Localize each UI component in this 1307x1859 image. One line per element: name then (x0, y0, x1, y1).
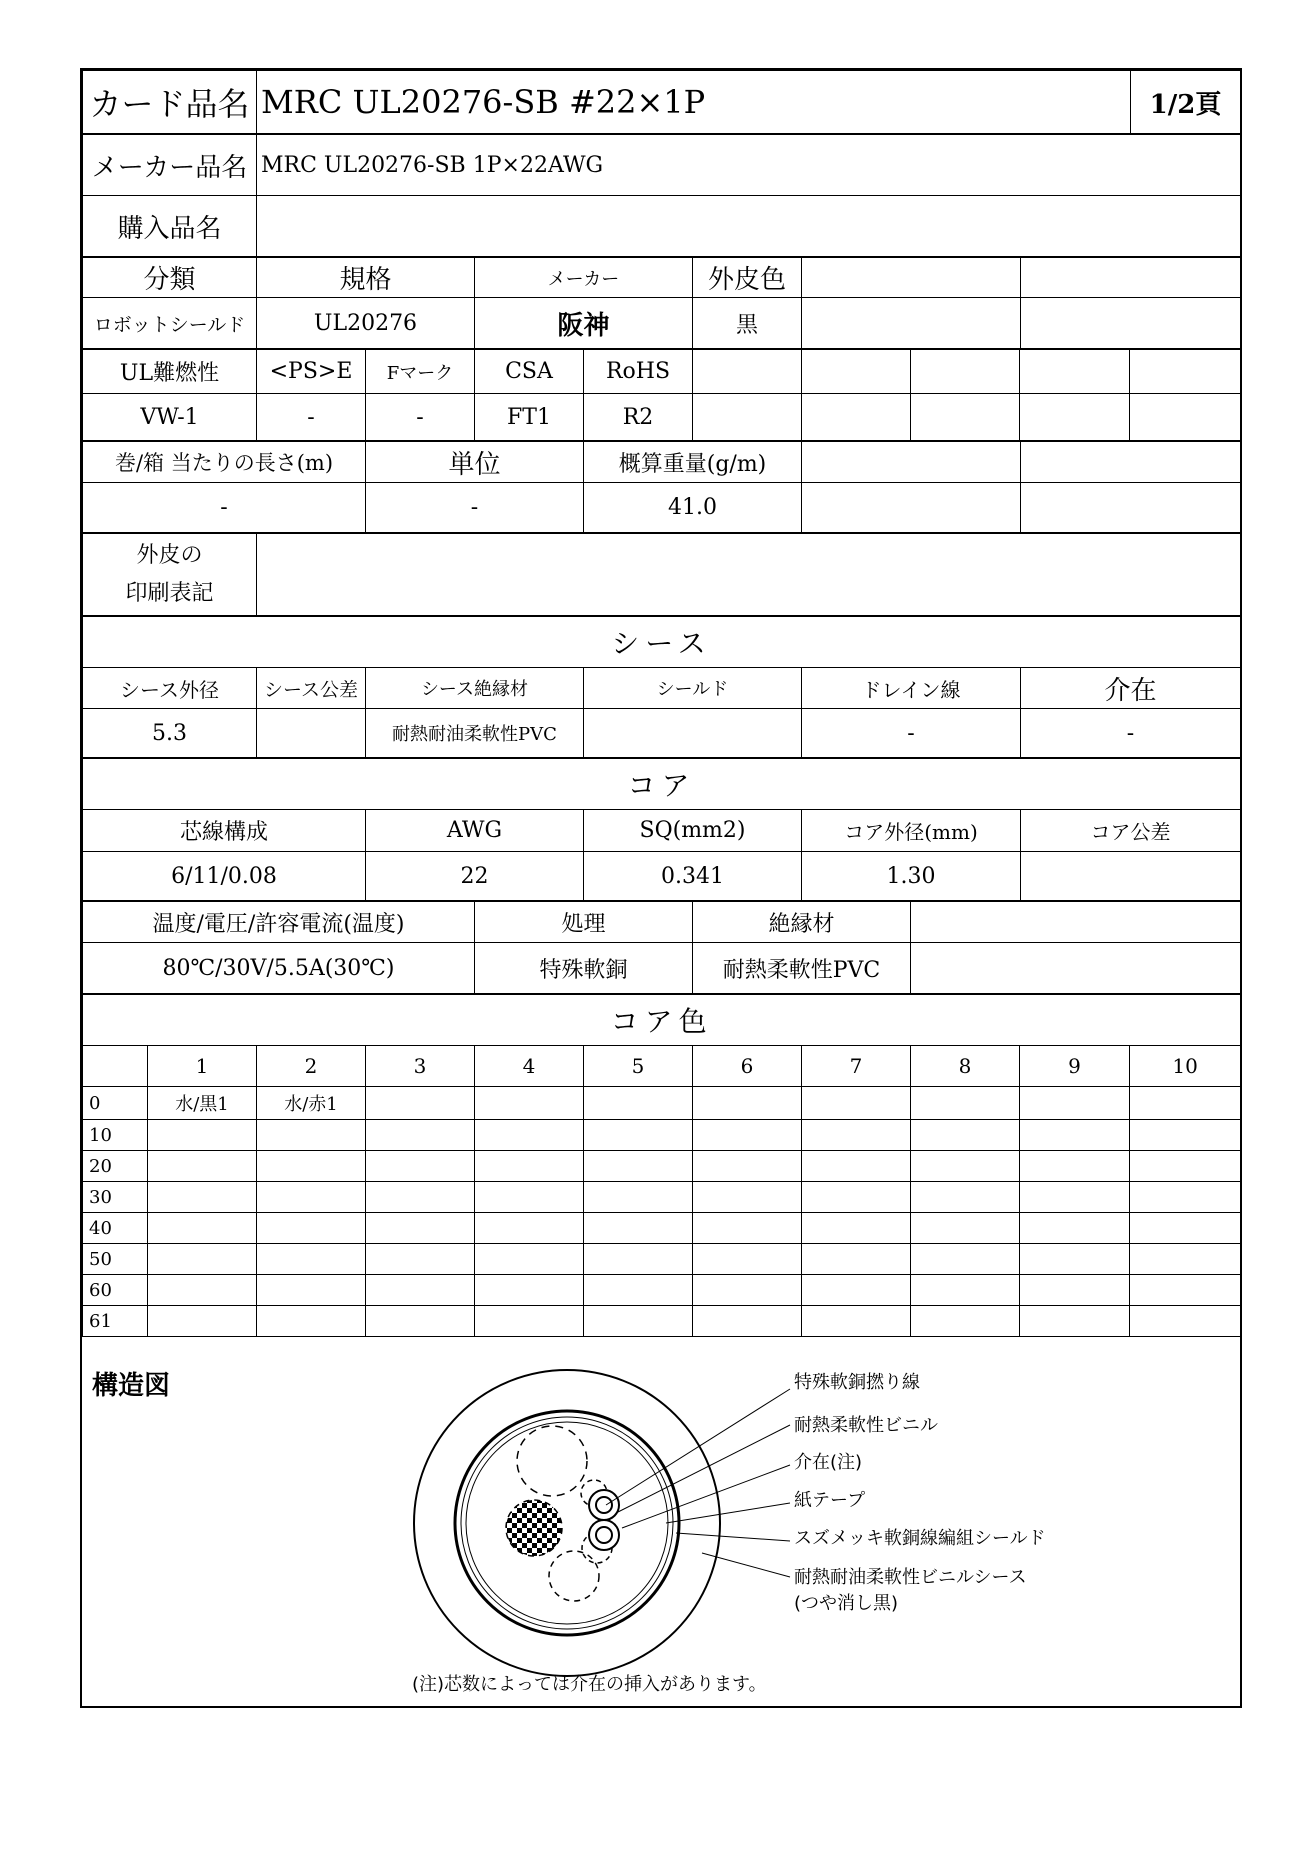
col-header: 6 (693, 1046, 802, 1087)
shield-value (584, 709, 802, 758)
core-color-cell (1020, 1306, 1130, 1337)
core-color-cell (584, 1182, 693, 1213)
core-color-cell (1130, 1151, 1241, 1182)
jacket-color-value: 黒 (693, 298, 802, 349)
spec-sheet (80, 68, 1242, 1708)
empty-cell (1021, 258, 1241, 298)
row-label: 61 (83, 1306, 148, 1337)
core-color-cell (366, 1120, 475, 1151)
core-color-row (83, 1306, 1241, 1337)
row-label: 30 (83, 1182, 148, 1213)
core-color-cell (1020, 1244, 1130, 1275)
core-color-cell (1130, 1306, 1241, 1337)
leader-line (622, 1465, 790, 1528)
row-label: 50 (83, 1244, 148, 1275)
core-color-row (83, 1087, 1241, 1120)
page-number: 1/2頁 (1131, 71, 1241, 134)
filler-value: - (1021, 709, 1241, 758)
core-color-cell (802, 1087, 911, 1120)
core-color-cell (366, 1087, 475, 1120)
core-color-cell (584, 1087, 693, 1120)
core-color-cell (693, 1087, 802, 1120)
core-color-cell (1020, 1151, 1130, 1182)
core-color-cell (693, 1275, 802, 1306)
header-table (82, 70, 1241, 134)
f-mark-label: Fマーク (366, 350, 475, 394)
sheath-insulation-label: シース絶縁材 (366, 668, 584, 709)
core-color-cell (911, 1275, 1020, 1306)
core-color-cell (693, 1120, 802, 1151)
core-title: コア (83, 759, 1241, 810)
core-color-cell (693, 1213, 802, 1244)
core-color-row (83, 1213, 1241, 1244)
print-label-line2: 印刷表記 (125, 580, 214, 606)
insulation-label: 絶縁材 (693, 902, 911, 943)
filler-checker-circle (506, 1500, 562, 1556)
core-color-cell (148, 1244, 257, 1275)
core-color-cell (802, 1306, 911, 1337)
awg-value: 22 (366, 852, 584, 901)
col-header: 4 (475, 1046, 584, 1087)
jacket-color-label: 外皮色 (693, 258, 802, 298)
paper-tape-ring (461, 1417, 673, 1629)
maker-value: 阪神 (475, 298, 693, 349)
drain-value: - (802, 709, 1021, 758)
standard-label: 規格 (257, 258, 475, 298)
f-mark-value: - (366, 394, 475, 441)
purchase-item-label: 購入品名 (83, 196, 257, 257)
core-color-cell (475, 1120, 584, 1151)
filler-dashed-circle (549, 1551, 599, 1601)
core-color-header-row (83, 1046, 1241, 1087)
conductor-label: 芯線構成 (83, 810, 366, 852)
sheath-od-value: 5.3 (83, 709, 257, 758)
core-table (82, 758, 1241, 901)
core-color-cell (584, 1151, 693, 1182)
core-color-cell (802, 1151, 911, 1182)
sheath-tolerance-value (257, 709, 366, 758)
row-label: 10 (83, 1120, 148, 1151)
col-header: 5 (584, 1046, 693, 1087)
core-color-cell (257, 1213, 366, 1244)
row-label: 0 (83, 1087, 148, 1120)
col-header: 8 (911, 1046, 1020, 1087)
core-color-cell (366, 1213, 475, 1244)
core-color-cell (475, 1306, 584, 1337)
core-color-cell: 水/赤1 (257, 1087, 366, 1120)
rating-value: 80℃/30V/5.5A(30℃) (83, 943, 475, 994)
core-insulation (589, 1520, 619, 1550)
core-color-cell (1130, 1182, 1241, 1213)
sq-label: SQ(mm2) (584, 810, 802, 852)
filler-dashed-circle (517, 1426, 587, 1496)
shield-label: シールド (584, 668, 802, 709)
pse-value: - (257, 394, 366, 441)
empty-cell (802, 298, 1021, 349)
row-label: 40 (83, 1213, 148, 1244)
label-braid-shield: スズメッキ軟銅線編組シールド (794, 1528, 1046, 1549)
core-color-cell (148, 1306, 257, 1337)
core-color-cell (911, 1213, 1020, 1244)
empty-cell (802, 258, 1021, 298)
leader-line (702, 1553, 790, 1577)
core-color-cell (475, 1182, 584, 1213)
col-header: 3 (366, 1046, 475, 1087)
label-insulation: 耐熱柔軟性ビニル (794, 1415, 938, 1436)
label-sheath: 耐熱耐油柔軟性ビニルシース (794, 1567, 1027, 1588)
label-sheath-finish: (つや消し黒) (794, 1593, 899, 1614)
core-color-cell (802, 1275, 911, 1306)
core-color-cell (693, 1306, 802, 1337)
core-color-row (83, 1120, 1241, 1151)
rohs-value: R2 (584, 394, 693, 441)
core-color-cell (257, 1182, 366, 1213)
core-color-cell (693, 1151, 802, 1182)
standard-value: UL20276 (257, 298, 475, 349)
core-color-cell (475, 1213, 584, 1244)
core-color-cell (911, 1182, 1020, 1213)
leader-line (666, 1503, 790, 1523)
unit-value: - (366, 483, 584, 533)
core-color-cell (257, 1306, 366, 1337)
core-color-cell (475, 1244, 584, 1275)
label-paper-tape: 紙テープ (794, 1490, 866, 1511)
maker-item-label: メーカー品名 (83, 135, 257, 196)
drain-label: ドレイン線 (802, 668, 1021, 709)
core-color-cell (257, 1275, 366, 1306)
core-color-cell (366, 1306, 475, 1337)
rating-label: 温度/電圧/許容電流(温度) (83, 902, 475, 943)
filler-label: 介在 (1021, 668, 1241, 709)
rohs-label: RoHS (584, 350, 693, 394)
core-color-cell (802, 1120, 911, 1151)
core-color-cell (911, 1306, 1020, 1337)
cable-cross-section-diagram (82, 1353, 1240, 1705)
pse-label: <PS>E (257, 350, 366, 394)
core-color-cell (1130, 1244, 1241, 1275)
treatment-label: 処理 (475, 902, 693, 943)
awg-label: AWG (366, 810, 584, 852)
core-color-title: コア色 (83, 995, 1241, 1046)
outer-sheath-ring (414, 1370, 720, 1676)
maker-label: メーカー (475, 258, 693, 298)
core-color-row (83, 1275, 1241, 1306)
core-tolerance-value (1021, 852, 1241, 901)
ul-table (82, 349, 1241, 441)
core-color-cell (911, 1244, 1020, 1275)
core-color-cell (475, 1087, 584, 1120)
sheath-insulation-value: 耐熱耐油柔軟性PVC (366, 709, 584, 758)
core-color-cell (1020, 1275, 1130, 1306)
core-color-cell (366, 1244, 475, 1275)
row-label: 60 (83, 1275, 148, 1306)
core-color-row (83, 1182, 1241, 1213)
treatment-value: 特殊軟銅 (475, 943, 693, 994)
core-color-cell (148, 1275, 257, 1306)
core-color-cell (257, 1120, 366, 1151)
flame-label: UL難燃性 (83, 350, 257, 394)
weight-value: 41.0 (584, 483, 802, 533)
core-color-cell (257, 1151, 366, 1182)
col-header: 9 (1020, 1046, 1130, 1087)
structure-section (82, 1353, 1240, 1705)
length-label: 巻/箱 当たりの長さ(m) (83, 442, 366, 483)
col-header: 1 (148, 1046, 257, 1087)
inner-ring (466, 1422, 668, 1624)
core-color-cell (1020, 1182, 1130, 1213)
core-tolerance-label: コア公差 (1021, 810, 1241, 852)
core-color-cell (1020, 1087, 1130, 1120)
core-od-value: 1.30 (802, 852, 1021, 901)
maker-item-table (82, 134, 1241, 257)
label-conductor: 特殊軟銅撚り線 (794, 1372, 920, 1393)
purchase-item-value (257, 196, 1241, 257)
core-rating-table (82, 901, 1241, 994)
core-color-cell (911, 1151, 1020, 1182)
core-color-cell (257, 1244, 366, 1275)
classification-table (82, 257, 1241, 349)
core-color-cell (802, 1244, 911, 1275)
leader-line (676, 1533, 790, 1541)
core-color-cell (1020, 1213, 1130, 1244)
sheath-title: シース (83, 617, 1241, 668)
col-header: 10 (1130, 1046, 1241, 1087)
unit-label: 単位 (366, 442, 584, 483)
core-color-cell (1130, 1120, 1241, 1151)
core-color-cell (148, 1151, 257, 1182)
empty-cell (1021, 298, 1241, 349)
core-od-label: コア外径(mm) (802, 810, 1021, 852)
sq-value: 0.341 (584, 852, 802, 901)
sheath-table (82, 616, 1241, 758)
card-name-value: MRC UL20276-SB #22×1P (257, 71, 1131, 134)
core-color-cell (584, 1244, 693, 1275)
flame-value: VW-1 (83, 394, 257, 441)
braid-shield-ring (455, 1411, 679, 1635)
core-color-cell (911, 1120, 1020, 1151)
core-color-row (83, 1151, 1241, 1182)
col-header: 7 (802, 1046, 911, 1087)
core-color-cell (1130, 1275, 1241, 1306)
insulation-value: 耐熱柔軟性PVC (693, 943, 911, 994)
core-color-cell (584, 1306, 693, 1337)
core-color-cell (693, 1244, 802, 1275)
core-color-cell (475, 1275, 584, 1306)
col-header: 2 (257, 1046, 366, 1087)
structure-title: 構造図 (92, 1371, 171, 1401)
core-color-cell (584, 1213, 693, 1244)
core-color-cell (584, 1120, 693, 1151)
print-value (257, 534, 1241, 616)
core-color-cell (148, 1120, 257, 1151)
core-color-cell (366, 1151, 475, 1182)
label-filler: 介在(注) (794, 1452, 863, 1473)
core-color-cell (1130, 1213, 1241, 1244)
row-label: 20 (83, 1151, 148, 1182)
weight-label: 概算重量(g/m) (584, 442, 802, 483)
csa-value: FT1 (475, 394, 584, 441)
core-insulation (589, 1490, 619, 1520)
print-label-line1: 外皮の (136, 542, 203, 568)
structure-note: (注)芯数によっては介在の挿入があります。 (412, 1674, 767, 1695)
core-color-cell (1020, 1120, 1130, 1151)
core-color-cell (802, 1182, 911, 1213)
classification-value: ロボットシールド (83, 298, 257, 349)
conductor-value: 6/11/0.08 (83, 852, 366, 901)
sheath-od-label: シース外径 (83, 668, 257, 709)
core-color-row (83, 1244, 1241, 1275)
csa-label: CSA (475, 350, 584, 394)
classification-label: 分類 (83, 258, 257, 298)
sheath-tolerance-label: シース公差 (257, 668, 366, 709)
core-color-cell (148, 1213, 257, 1244)
print-table (82, 533, 1241, 616)
core-color-cell (693, 1182, 802, 1213)
core-color-cell: 水/黒1 (148, 1087, 257, 1120)
core-color-cell (366, 1182, 475, 1213)
length-table (82, 441, 1241, 533)
length-value: - (83, 483, 366, 533)
core-color-cell (475, 1151, 584, 1182)
core-color-table (82, 994, 1241, 1337)
core-color-cell (1130, 1087, 1241, 1120)
core-color-cell (148, 1182, 257, 1213)
card-name-label: カード品名 (83, 71, 257, 134)
maker-item-value: MRC UL20276-SB 1P×22AWG (257, 135, 1241, 196)
core-color-cell (584, 1275, 693, 1306)
core-color-cell (911, 1087, 1020, 1120)
core-color-cell (366, 1275, 475, 1306)
core-color-cell (802, 1213, 911, 1244)
